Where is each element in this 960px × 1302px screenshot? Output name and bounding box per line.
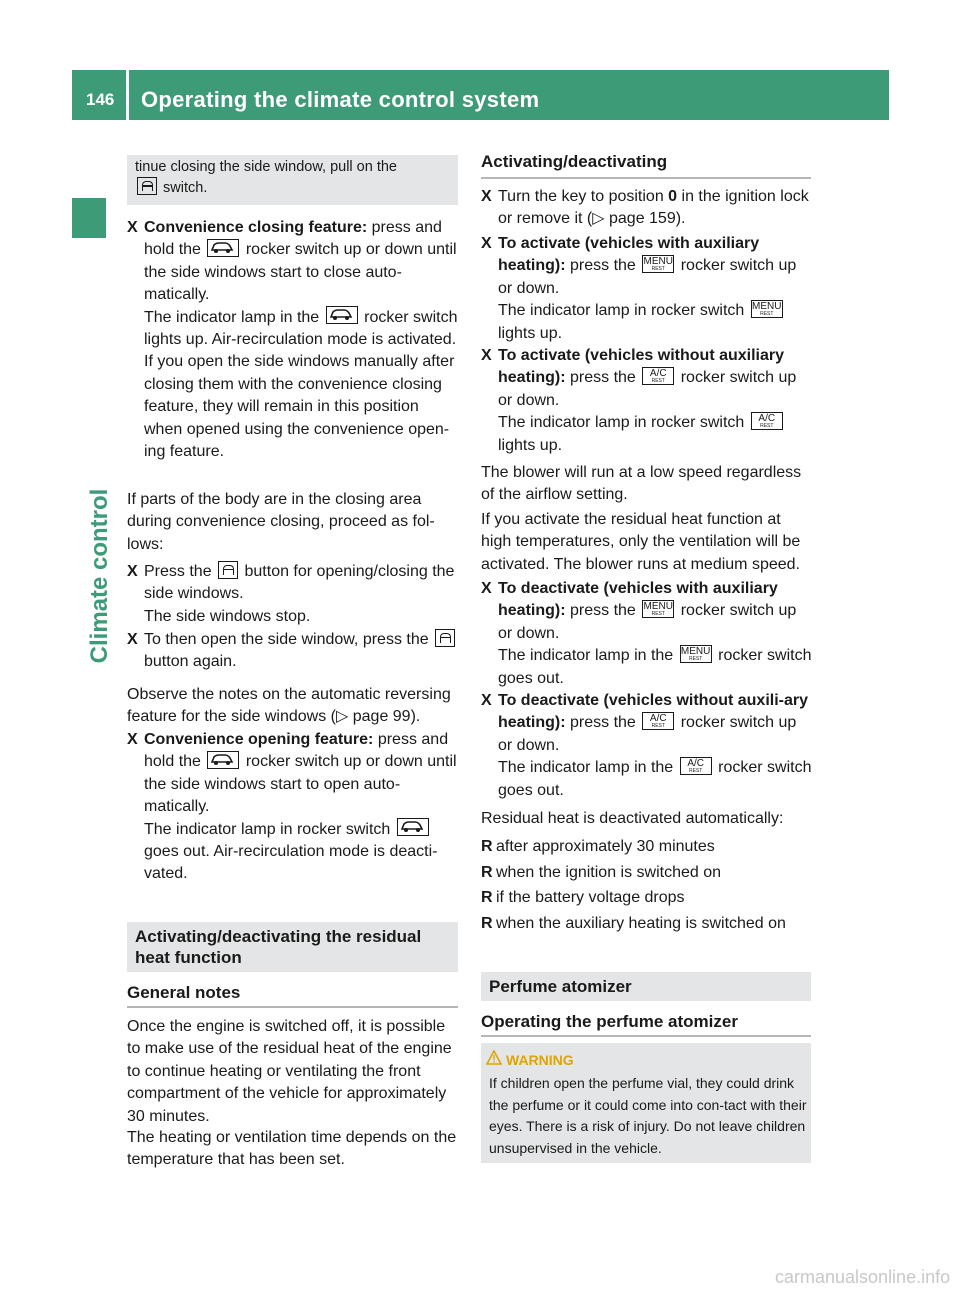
ac-rest-icon: A/C REST [642,367,674,385]
step-press-window-button: X Press the button for opening/closing the side windows. The side windows stop. [127,561,459,628]
step-turn-key: X Turn the key to position 0 in the ignition lock or remove it (▷ page 159). [481,188,809,228]
body-paragraph: Residual heat is deactivated automatically: [481,810,784,827]
step-activate-aux: X To activate (vehicles with auxiliary heating): press the MENU REST rocker switch up or down. The indicator lamp in rocker switch MENU REST lights up. [481,235,797,342]
menu-rest-icon: MENU REST [643,601,673,618]
side-tab-label: Climate control [86,488,113,664]
page-number: 146 [86,90,115,109]
warning-box [481,1043,811,1163]
window-switch-icon [137,177,157,195]
subsection-rule [481,1035,811,1037]
section-heading-box [481,972,811,1001]
list-item: R after approximately 30 minutes [481,838,715,855]
menu-rest-icon: MENU REST [752,300,782,317]
step-convenience-closing: X Convenience closing feature: press and hold the rocker switch up or down until the side windows start to close auto-matically. The indicator lamp in the rocker switch lights up. Air-recirculation mode is activated. If you open the side windows manually after closing them with the convenience closing feature, they will remain in this position when opened using the convenience open-ing feature. [127,219,458,461]
subsection-title: Operating the perfume atomizer [481,1012,738,1031]
side-tab-marker [72,198,106,238]
continued-note: tinue closing the side window, pull on the switch. [135,159,397,196]
step-open-window: X To then open the side window, press the button again. [127,629,459,674]
convenience-car-icon [207,751,239,769]
menu-rest-icon: MENU REST [680,645,711,662]
body-paragraph: The blower will run at a low speed regardless of the airflow setting. [481,464,802,504]
body-paragraph: Observe the notes on the automatic reversing feature for the side windows (▷ page 99). [127,686,451,726]
body-paragraph: If you activate the residual heat function at high temperatures, only the ventilation will be activated. The blower runs at medium speed. [481,511,801,573]
page-title: Operating the climate control system [141,87,540,112]
body-paragraph: Once the engine is switched off, it is possible to make use of the residual heat of the engine to continue heating or ventilating the front compartment of the vehicle for approximately 30 minutes. [127,1018,452,1125]
step-arrow-icon: X [481,580,492,597]
convenience-car-icon [326,306,358,324]
ac-rest-icon: A/C REST [642,712,674,730]
section-title: Activating/deactivating the residual heat function [135,927,422,967]
list-item: R when the auxiliary heating is switched on [481,915,786,932]
step-arrow-icon: X [481,188,492,205]
convenience-car-icon [207,239,239,257]
step-arrow-icon: X [127,219,138,236]
ac-rest-icon: A/C REST [680,757,712,775]
subsection-rule [127,1006,458,1008]
ac-rest-icon: A/C REST [751,412,783,430]
step-arrow-icon: X [127,631,138,648]
body-paragraph: The heating or ventilation time depends on the temperature that has been set. [127,1129,457,1169]
page-header [72,70,889,120]
section-title: Perfume atomizer [489,977,632,996]
subsection-title: General notes [127,983,241,1002]
subsection-title: Activating/deactivating [481,152,668,171]
menu-rest-icon: MENU REST [643,256,673,273]
convenience-car-icon [397,818,429,836]
step-arrow-icon: X [127,563,138,580]
header-divider [126,70,129,120]
step-activate-no-aux: X To activate (vehicles without auxiliary heating): press the A/C REST rocker switch up or down. The indicator lamp in rocker switch A/C REST lights up. [481,347,797,454]
body-paragraph: If parts of the body are in the closing area during convenience closing, proceed as fol-lows: [127,491,435,553]
list-item: R if the battery voltage drops [481,889,685,906]
section-heading-box [127,922,458,972]
warning-label: WARNING [506,1052,574,1068]
step-arrow-icon: X [481,235,492,252]
subsection-rule [481,177,811,179]
step-convenience-opening: X Convenience opening feature: press and hold the rocker switch up or down until the side windows start to open auto-matically. The indicator lamp in rocker switch goes out. Air-recirculation mode is deacti-vated. [127,731,457,883]
window-switch-icon [218,561,238,579]
warning-text: If children open the perfume vial, they could drink the perfume or it could come into con-tact with their eyes. There is a risk of injury. Do not leave children unsupervised in the vehicle. [489,1075,807,1156]
window-switch-icon [435,629,455,647]
step-arrow-icon: X [481,692,492,709]
warning-triangle-icon [486,1050,502,1072]
step-arrow-icon: X [127,731,138,748]
list-item: R when the ignition is switched on [481,864,722,881]
step-deactivate-no-aux: X To deactivate (vehicles without auxili-ary heating): press the A/C REST rocker switch up or down. The indicator lamp in the A/C REST rocker switch goes out. [481,692,812,799]
step-deactivate-aux: X To deactivate (vehicles with auxiliary heating): press the MENU REST rocker switch up or down. The indicator lamp in the MENU REST rocker switch goes out. [481,580,812,687]
watermark: carmanualsonline.info [775,1267,951,1287]
step-arrow-icon: X [481,347,492,364]
